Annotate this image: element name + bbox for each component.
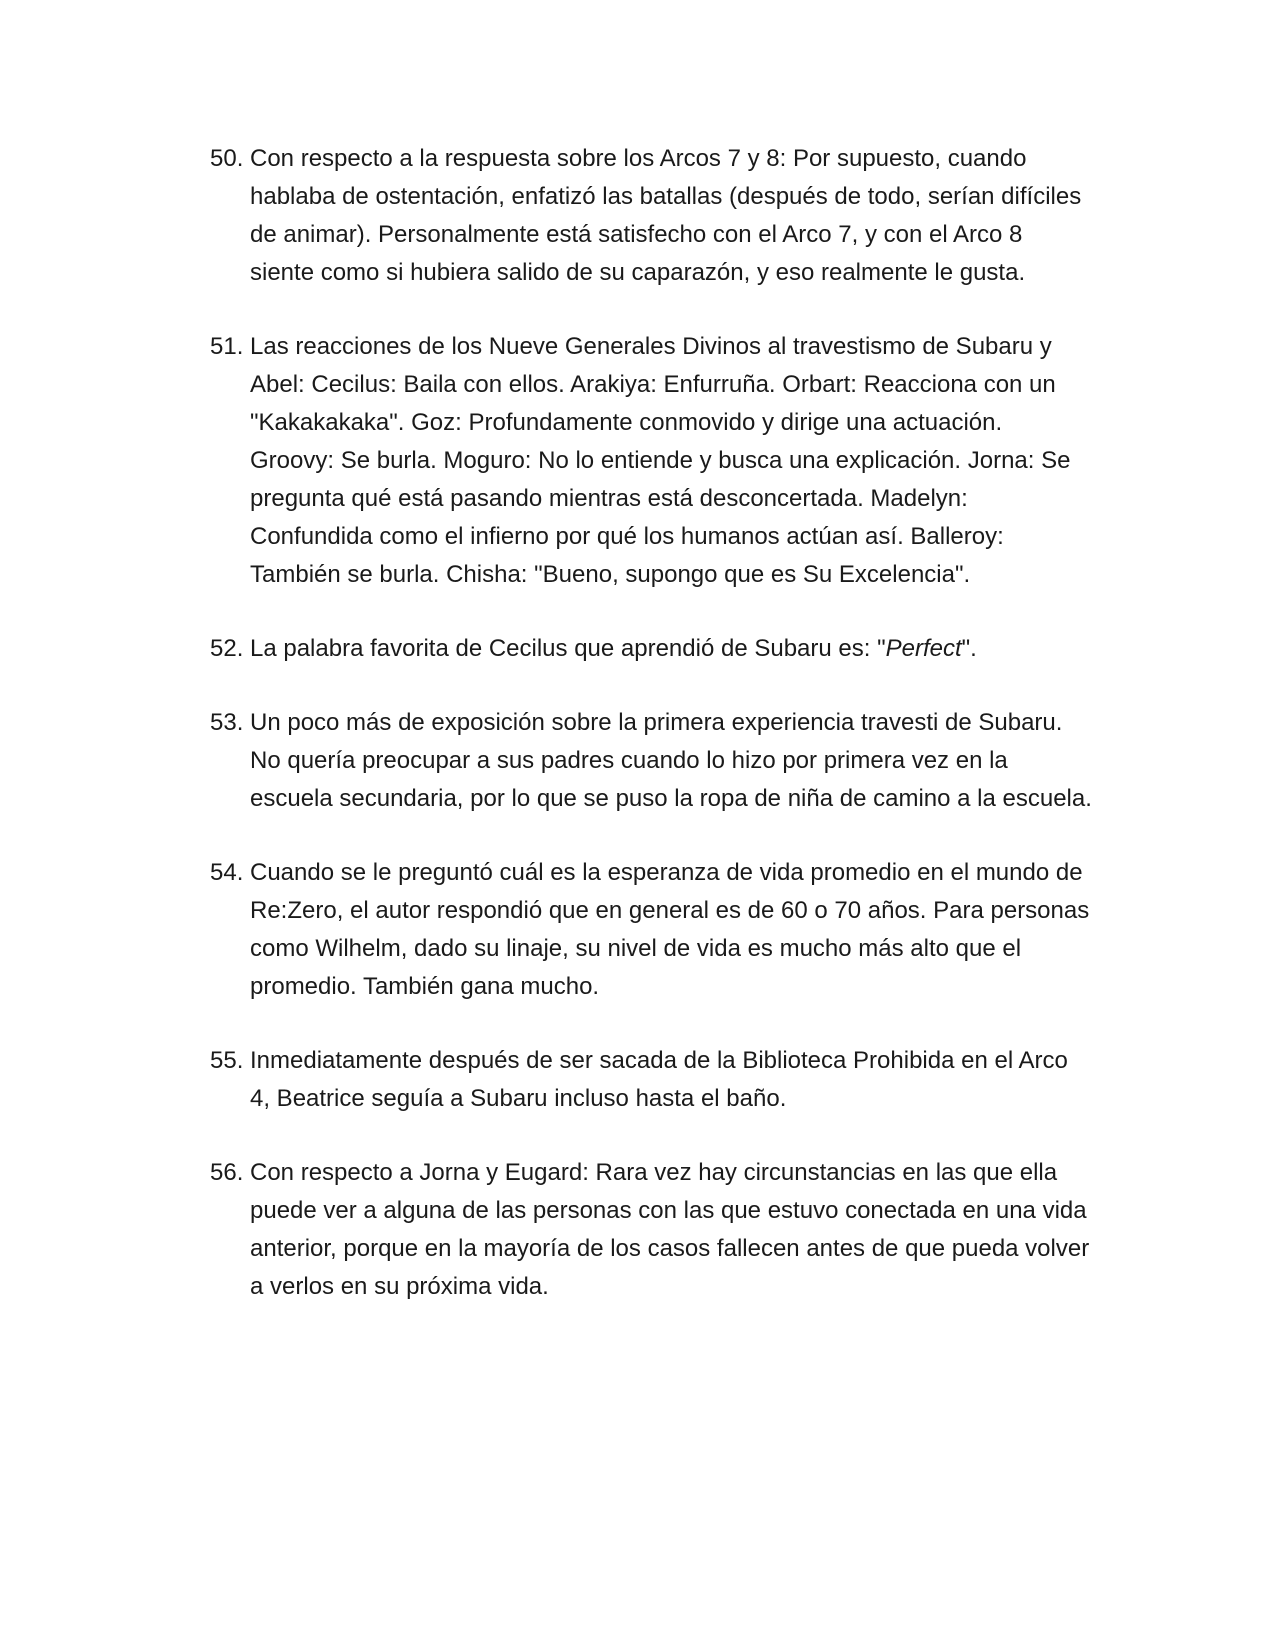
list-item — [212, 854, 1092, 1006]
item-text: Cuando se le preguntó cuál es la esperanza de vida promedio en el mundo de Re:Zero, el autor respondió que en general es de 60 o 70 años. Para personas como Wilhelm, dado su linaje, su nivel de vida es mucho más alto que el promedio. También gana mucho. — [250, 859, 1090, 1000]
list-item — [212, 140, 1092, 292]
list-item — [212, 704, 1092, 818]
item-text: Con respecto a Jorna y Eugard: Rara vez hay circunstancias en las que ella puede ver a alguna de las personas con las que estuvo conectada en una vida anterior, porque en la mayoría de los casos fallecen antes de que pueda volver a verlos en su próxima vida. — [250, 1159, 1090, 1300]
list-item — [212, 328, 1092, 594]
item-number: 50. — [210, 145, 244, 172]
item-number: 51. — [210, 333, 244, 360]
list-item — [212, 1042, 1092, 1118]
numbered-list — [212, 140, 1092, 1342]
item-text — [250, 630, 1092, 668]
item-text-before: La palabra favorita de Cecilus que aprendió de Subaru es: " — [250, 635, 886, 662]
item-number: 52. — [210, 635, 244, 662]
item-text: Un poco más de exposición sobre la primera experiencia travesti de Subaru. No quería preocupar a sus padres cuando lo hizo por primera vez en la escuela secundaria, por lo que se puso la ropa de niña de camino a la escuela. — [250, 709, 1092, 812]
item-text-after: ". — [961, 635, 977, 662]
item-text: Inmediatamente después de ser sacada de la Biblioteca Prohibida en el Arco 4, Beatrice seguía a Subaru incluso hasta el baño. — [250, 1047, 1068, 1112]
list-item — [212, 1154, 1092, 1306]
item-text: Con respecto a la respuesta sobre los Arcos 7 y 8: Por supuesto, cuando hablaba de ostentación, enfatizó las batallas (después de todo, serían difíciles de animar). Personalmente está satisfecho con el Arco 7, y con el Arco 8 siente como si hubiera salido de su caparazón, y eso realmente le gusta. — [250, 145, 1082, 286]
list-item — [212, 630, 1092, 668]
item-number: 54. — [210, 859, 244, 886]
item-number: 53. — [210, 709, 244, 736]
item-number: 55. — [210, 1047, 244, 1074]
item-number: 56. — [210, 1159, 244, 1186]
item-text: Las reacciones de los Nueve Generales Divinos al travestismo de Subaru y Abel: Cecilus: Baila con ellos. Arakiya: Enfurruña. Orbart: Reacciona con un "Kakakakaka". Goz: Profundamente conmovido y dirige una actuación. Groovy: Se burla. Moguro: No lo entiende y busca una explicación. Jorna: Se pregunta qué está pasando mientras está desconcertada. Madelyn: Confundida como el infierno por qué los humanos actúan así. Balleroy: También se burla. Chisha: "Bueno, supongo que es Su Excelencia". — [250, 333, 1071, 588]
item-text-emphasis: Perfect — [885, 635, 962, 662]
